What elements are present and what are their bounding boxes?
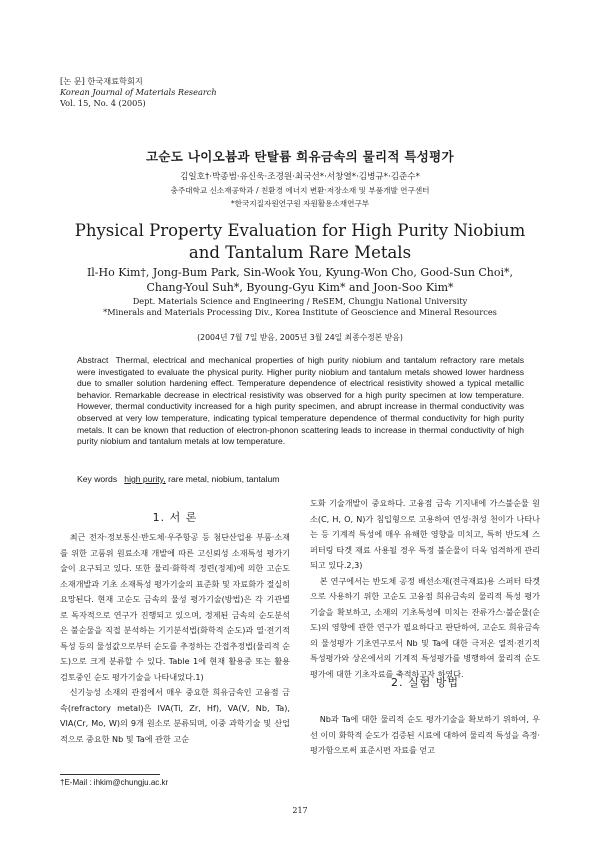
left-column (60, 530, 290, 747)
journal-korean-name: [논 문] 한국재료학회지 (60, 76, 143, 86)
footnote-divider (60, 774, 160, 775)
section-2-heading-wrap (310, 674, 540, 690)
english-title (0, 220, 600, 264)
keywords-label: Key words (77, 474, 118, 484)
korean-authors: 김일호†·박종범·유신욱·조경원·최국선*·서창열*·김병규*·김준수* (180, 172, 420, 182)
intro-paragraph-1: 최근 전자·정보통신·반도체·우주항공 등 첨단산업용 부품·소재를 위한 고품위 원료소재 개발에 따른 고신뢰성 소재특성 평가기술이 요구되고 있다. 또한 물리·화학적 정련(정제)에 의한 고순도 소재개발과 기초 소재특성 평가기술의 표준화 및 자료화가 절실히 요망된다. 현재 고순도 금속의 물성 평가기술(방법)은 각 기관별로 독자적으로 연구가 진행되고 있으며, 정제된 금속의 순도분석은 불순물을 직접 분석하는 기기분석법(화학적 순도)과 열·전기적 특성 등의 물성값으로부터 순도를 추정하는 간접추정법(물리적 순도)으로 크게 분류할 수 있다. Table 1에 현재 활용중 또는 활용 검토중인 순도 평가기술을 나타내었다.1) (60, 532, 290, 682)
keywords (77, 474, 279, 484)
english-authors-line-2: Chang-Youl Suh*, Byoung-Gyu Kim* and Joon-Soo Kim* (146, 281, 454, 294)
intro-paragraph-4: 본 연구에서는 반도체 공정 배선소재(전극재료)용 스퍼터 타겟으로 사용하기 위한 고순도 고융점 희유금속의 물리적 특성 평가기술을 확보하고, 소재의 기초특성에 미치는 잔류가스·불순물(순도)의 영향에 관한 연구가 필요하다고 판단하여, 고순도 희유금속의 물성평가 기초연구로서 Nb 및 Ta에 대한 극저온 열적·전기적 특성평가와 상온에서의 기계적 특성평가를 병행하여 물리적 순도평가에 대한 기초자료를 축적하고자 하였다. (310, 575, 540, 679)
abstract-text: Thermal, electrical and mechanical properties of high purity niobium and tantalum refractory rare metals were investigated to evaluate the physical purity. Higher purity niobium and tantalum metals showed lower hardness due to smaller solution hardening effect. Temperature dependence of electrical resistivity showed a typical metallic behavior. Remarkable decrease in electrical resistivity was observed for a high purity specimen at low temperature. However, thermal conductivity increased for a high purity specimen, and abrupt increase in thermal conductivity was observed at very low temperature, indicating typical temperature dependence of thermal conductivity for high purity metals. It can be known that reduction of electron-phonon scattering leads to increase in thermal conductivity of high purity niobium and tantalum metals at low temperature. (77, 355, 524, 447)
section-1-heading: 1. 서 론 (152, 511, 198, 524)
intro-paragraph-3: 도화 기술개발이 중요하다. 고융점 금속 기지내에 가스불순물 원소(C, H, O, N)가 침입형으로 고용하여 연성·취성 천이가 나타나는 등 기계적 특성에 매우 유해한 영향을 미치고, 특히 반도체 스퍼터링 타겟 재료 사용될 경우 특정 불순물이 더욱 엄격하게 관리되고 있다.2,3) (310, 498, 540, 570)
english-affiliation-1: Dept. Materials Science and Engineering / ReSEM, Chungju National University (132, 296, 468, 306)
korean-affiliation-2: *한국지질자원연구원 자원활용소재연구부 (230, 199, 370, 208)
korean-affiliation-1: 충주대학교 신소재공학과 / 친환경 에너지 변환·저장소재 및 부품개발 연구센터 (170, 186, 430, 195)
english-affiliation-2: *Minerals and Materials Processing Div., Korea Institute of Geoscience and Mineral Resources (103, 307, 497, 317)
english-affiliations (0, 296, 600, 318)
journal-english-name: Korean Journal of Materials Research (60, 87, 217, 97)
journal-header (60, 76, 217, 109)
section-2-heading: 2. 실험 방법 (391, 676, 459, 689)
journal-volume: Vol. 15, No. 4 (2005) (60, 98, 146, 108)
abstract-label: Abstract (77, 355, 109, 365)
right-column (310, 496, 540, 682)
english-title-line-1: Physical Property Evaluation for High Purity Niobium (74, 221, 526, 240)
keywords-rest: rare metal, niobium, tantalum (165, 474, 280, 484)
english-authors (0, 265, 600, 295)
english-title-line-2: and Tantalum Rare Metals (188, 243, 412, 262)
page-number: 217 (292, 806, 308, 815)
section-1-heading-wrap (60, 509, 290, 525)
korean-affiliations (0, 184, 600, 210)
footnote-email: †E-Mail : ihkim@chungju.ac.kr (60, 778, 169, 787)
intro-paragraph-2: 신기능성 소재의 관점에서 매우 중요한 희유금속인 고융점 금속(refractory metal)은 IVA(Ti, Zr, Hf), VA(V, Nb, Ta), VIA(Cr, Mo, W)의 9개 원소로 분류되며, 이중 과학기술 및 산업적으로 중요한 Nb 및 Ta에 관한 고순 (60, 687, 290, 744)
korean-title: 고순도 나이오븀과 탄탈륨 희유금속의 물리적 특성평가 (146, 149, 454, 164)
right-column-section-2 (310, 712, 540, 759)
keyword-high-purity: high purity, (124, 474, 166, 484)
english-authors-line-1: Il-Ho Kim†, Jong-Bum Park, Sin-Wook You, Kyung-Won Cho, Good-Sun Choi*, (86, 266, 514, 279)
methods-paragraph-1: Nb과 Ta에 대한 물리적 순도 평가기술을 확보하기 위하여, 우선 이미 화학적 순도가 검증된 시료에 대하여 물리적 특성을 측정·평가함으로써 표준시편 자료를 얻고 (310, 714, 540, 755)
abstract (77, 355, 524, 448)
received-dates: (2004년 7월 7일 받음, 2005년 3월 24일 최종수정본 받음) (197, 333, 403, 342)
